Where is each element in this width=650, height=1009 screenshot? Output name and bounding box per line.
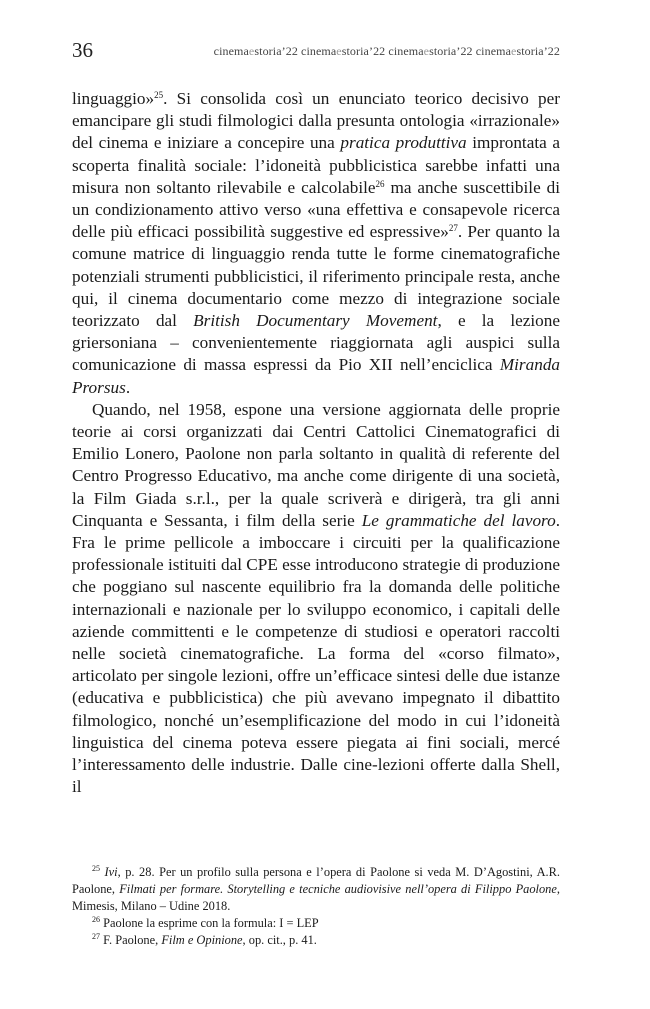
running-head-item: cinemaestoria’22 xyxy=(475,44,560,58)
running-head-item: cinemaestoria’22 xyxy=(301,44,386,58)
running-head-item: cinemaestoria’22 xyxy=(213,44,298,58)
footnote-25: $^{25}$ Ivi, p. 28. Per un profilo sulla persona e l’opera di Paolone si veda M. D’Agostini, A.R. Paolone, Filmati per formare. Storytelling e tecniche audiovisive nell’opera di Filippo Paolone, Mimesis, Milano – Udine 2018. xyxy=(72,864,560,913)
footnote-27: $^{27}$ F. Paolone, Film e Opinione, op. cit., p. 41. xyxy=(92,932,317,947)
footnote-ref-27[interactable]: 27 xyxy=(448,223,458,234)
paragraph-2: Quando, nel 1958, espone una versione aggiornata delle proprie teorie ai corsi organizzati dai Centri Cattolici Cinematografici di Emilio Lonero, Paolone non parla soltanto in qualità di referente del Centro Progresso Educativo, ma anche come dirigente di una società, la Film Giada s.r.l., per la quale scriverà e dirigerà, tra gli anni Cinquanta e Sessanta, i film della serie Le grammatiche del lavoro. Fra le prime pellicole a imboccare i circuiti per la qualificazione professionale istituiti dal CPE esse introducono strategie di produzione che poggiano sul nascente equilibrio fra la domanda delle politiche internazionali e nazionale per lo sviluppo economico, i capitali delle aziende committenti e le competenze di studiosi e operatori raccolti nelle società cinematografiche. La forma del «corso filmato», articolato per singole lezioni, offre un’efficace sintesi delle due istanze (educativa e pubblicistica) che più avevano impegnato il dibattito filmologico, nonché un’esemplificazione del modo in cui l’idoneità linguistica del cinema poteva essere piegata ai fini sociali, mercé l’interessamento delle industrie. Dalle cine-lezioni offerte dalla Shell, il xyxy=(72,399,560,797)
footnote-ref-26[interactable]: 26 xyxy=(375,178,385,189)
running-head xyxy=(214,44,560,59)
body-text xyxy=(72,88,560,799)
page-header xyxy=(72,38,560,66)
page-number: 36 xyxy=(72,38,93,62)
footnote-ref-25[interactable]: 25 xyxy=(154,90,164,100)
footnote-26: $^{26}$ Paolone la esprime con la formula: I = LEP xyxy=(92,915,319,930)
paragraph-1: linguaggio»$^{25}$. Si consolida così un enunciato teorico decisivo per emancipare gli studi filmologici dalla presunta ontologia «irrazionale» del cinema e iniziare a concepire una pratica produttiva improntata a scoperta finalità sociale: l’idoneità pubblicistica sarebbe infatti una misura non soltanto rilevabile e calcolabile$^{26}$ ma anche suscettibile di un condizionamento attivo verso «una effettiva e consapevole ricerca delle più efficaci possibilità suggestive ed espressive»$^{27}$. Per quanto la comune matrice di linguaggio renda tutte le forme cinematografiche potenziali strumenti pubblicistici, il riferimento principale resta, anche qui, il cinema documentario come mezzo di integrazione sociale teorizzato dal British Documentary Movement, e la lezione griersoniana – convenientemente riaggiornata agli auspici sulla comunicazione di massa espressi da Pio XII nell’enciclica Miranda Prorsus. xyxy=(72,89,560,397)
footnotes xyxy=(72,864,560,949)
running-head-item: cinemaestoria’22 xyxy=(388,44,473,58)
